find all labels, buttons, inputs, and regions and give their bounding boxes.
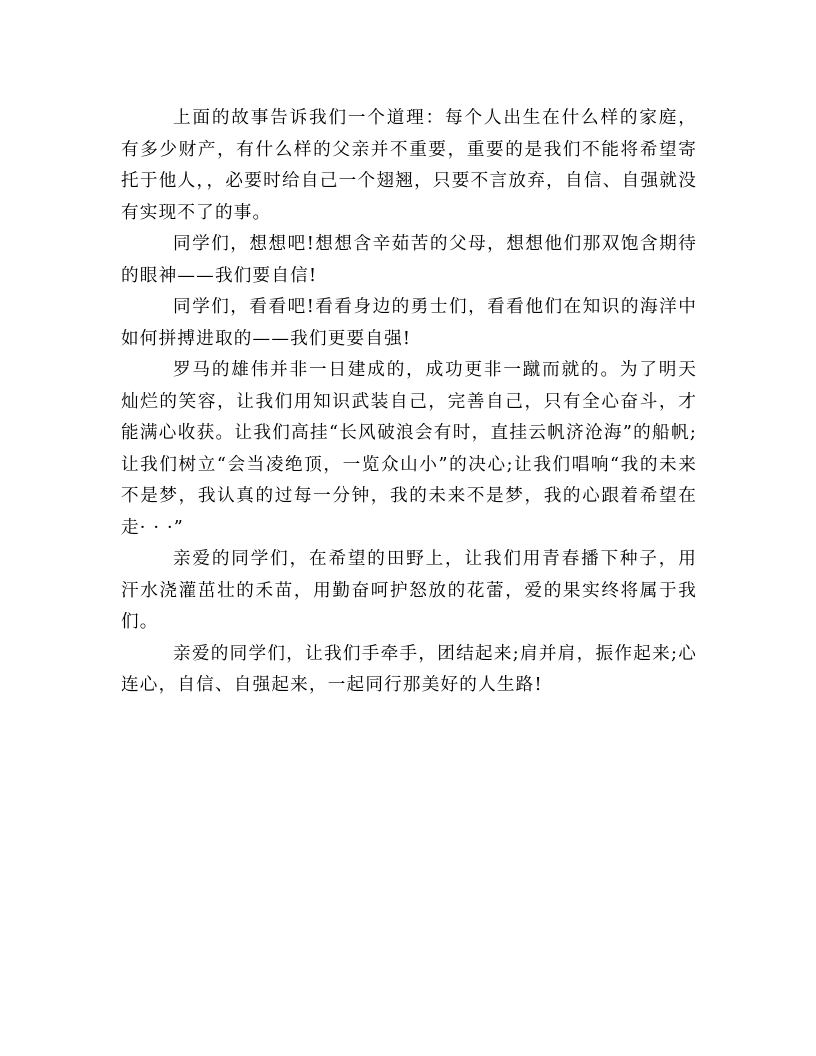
paragraph-field-of-hope: 亲爱的同学们，在希望的田野上，让我们用青春播下种子，用汗水浇灌茁壮的禾苗，用勤奋呵护怒放的花蕾，爱的果实终将属于我们。	[121, 549, 697, 632]
paragraph-rome: 罗马的雄伟并非一日建成的，成功更非一蹴而就的。为了明天灿烂的笑容，让我们用知识武装自己，完善自己，只有全心奋斗，才能满心收获。让我们高挂“长风破浪会有时，直挂云帆济沧海”的船帆;让我们树立“会当凌绝顶，一览众山小”的决心;让我们唱响“我的未来不是梦，我认真的过每一分钟，我的未来不是梦，我的心跟着希望在走· · ·”	[121, 360, 697, 538]
paragraph-be-confident: 同学们，想想吧!想想含辛茹苦的父母，想想他们那双饱含期待的眼神——我们要自信!	[121, 234, 697, 286]
document-body	[121, 103, 697, 702]
paragraph-closing: 亲爱的同学们，让我们手牵手，团结起来;肩并肩，振作起来;心连心，自信、自强起来，一起同行那美好的人生路!	[121, 643, 697, 695]
paragraph-be-strong: 同学们，看看吧!看看身边的勇士们，看看他们在知识的海洋中如何拼搏进取的——我们更要自强!	[121, 297, 697, 349]
paragraph-story-lesson: 上面的故事告诉我们一个道理：每个人出生在什么样的家庭，有多少财产，有什么样的父亲并不重要，重要的是我们不能将希望寄托于他人，，必要时给自己一个翅翘，只要不言放弃，自信、自强就没有实现不了的事。	[121, 108, 697, 223]
